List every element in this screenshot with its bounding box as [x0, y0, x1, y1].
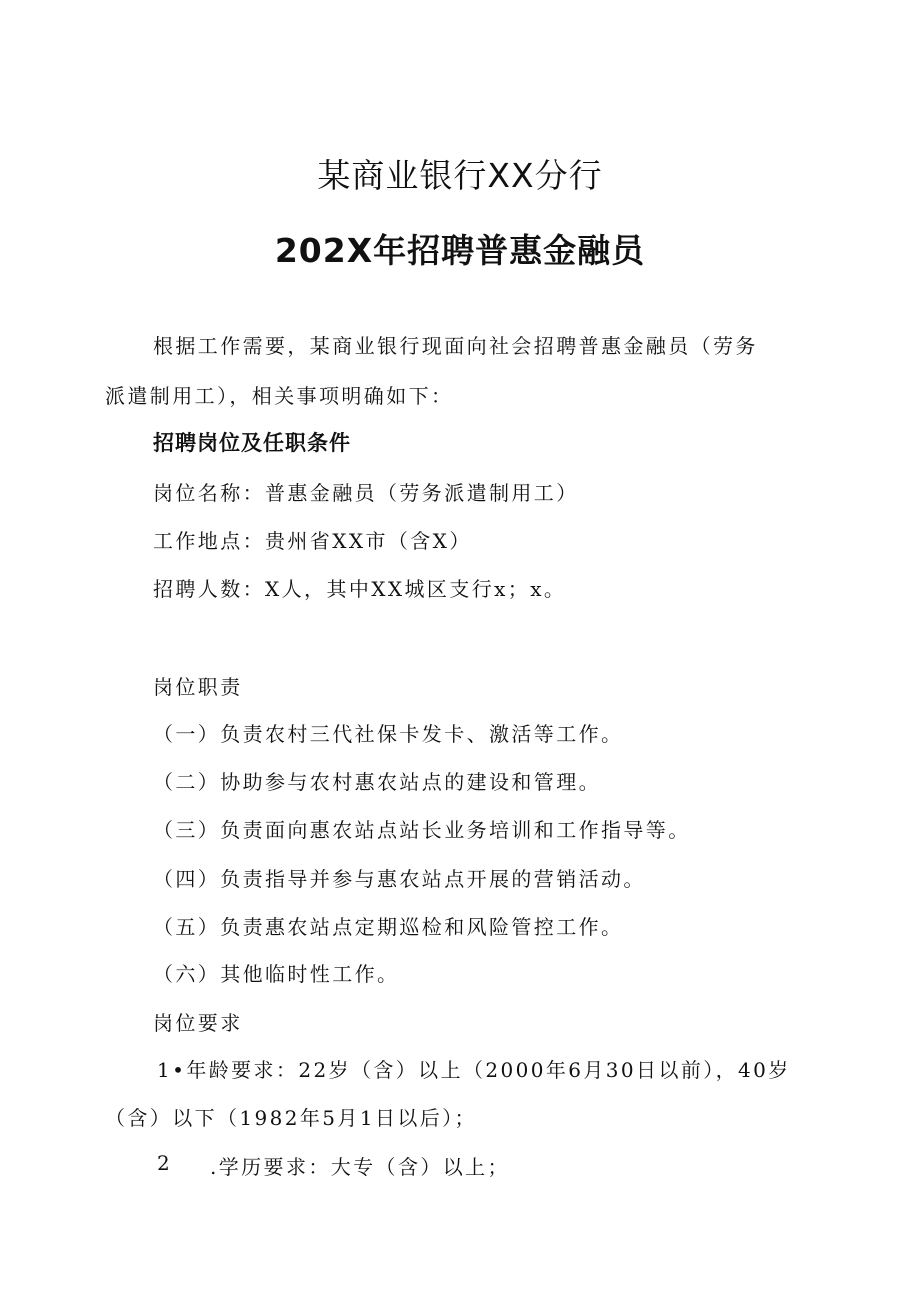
- intro-paragraph-line-1: 根据工作需要，某商业银行现面向社会招聘普惠金融员（劳务: [153, 334, 758, 358]
- work-location: 工作地点：贵州省XX市（含X）: [153, 529, 472, 553]
- requirement-age-line-1: 1•年龄要求：22岁（含）以上（2000年6月30日以前），40岁: [157, 1058, 791, 1082]
- headcount: 招聘人数：X人，其中XX城区支行x；x。: [153, 577, 567, 601]
- requirement-age-line-2: （含）以下（1982年5月1日以后）；: [105, 1106, 477, 1130]
- requirement-education-number: 2: [157, 1151, 173, 1175]
- section-heading: 招聘岗位及任职条件: [153, 431, 351, 455]
- requirement-education: .学历要求：大专（含）以上；: [210, 1155, 510, 1179]
- duties-heading: 岗位职责: [153, 675, 243, 699]
- document-subtitle: 202X年招聘普惠金融员: [274, 231, 646, 270]
- position-name: 岗位名称：普惠金融员（劳务派遣制用工）: [153, 481, 579, 505]
- duty-item: （五）负责惠农站点定期巡检和风险管控工作。: [153, 915, 624, 939]
- duty-item: （六）其他临时性工作。: [153, 962, 400, 986]
- duty-item: （二）协助参与农村惠农站点的建设和管理。: [153, 770, 601, 794]
- document-title: 某商业银行XX分行: [317, 156, 603, 195]
- duty-item: （四）负责指导并参与惠农站点开展的营销活动。: [153, 867, 646, 891]
- requirements-heading: 岗位要求: [153, 1011, 243, 1035]
- duty-item: （一）负责农村三代社保卡发卡、激活等工作。: [153, 722, 624, 746]
- intro-paragraph-line-2: 派遣制用工），相关事项明确如下：: [105, 384, 454, 408]
- duty-item: （三）负责面向惠农站点站长业务培训和工作指导等。: [153, 818, 691, 842]
